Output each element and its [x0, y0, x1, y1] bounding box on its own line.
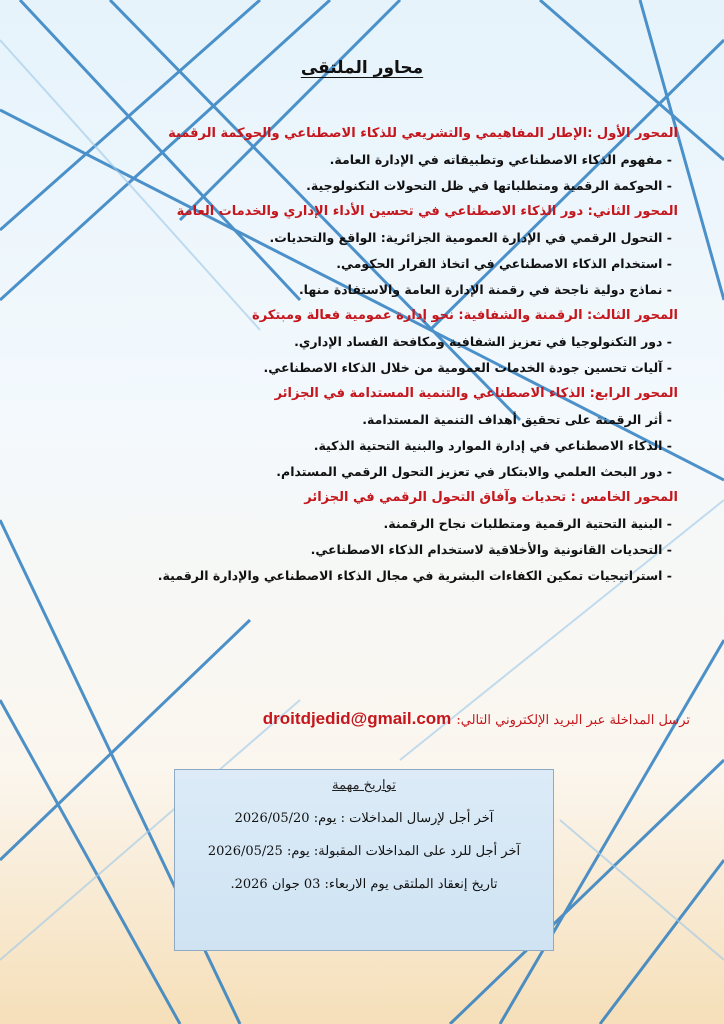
axis-title: المحور الثاني: دور الذكاء الاصطناعي في تحسين الأداء الإداري والخدمات العامة [176, 204, 678, 219]
axes-list [38, 124, 678, 592]
axis-4 [38, 384, 678, 481]
axis-item: - التحديات القانونية والأخلاقية لاستخدام الذكاء الاصطناعي. [310, 542, 672, 557]
dates-heading: تواريخ مهمة [332, 778, 396, 793]
submission-label: ترسل المداخلة عبر البريد الإلكتروني التالي: [456, 713, 690, 728]
date-row: آخر أجل للرد على المداخلات المقبولة: يوم: 2026/05/25 [207, 844, 521, 859]
submission-line [100, 709, 690, 729]
axis-item: - نماذج دولية ناجحة في رقمنة الإدارة العامة والاستفادة منها. [298, 282, 672, 297]
axis-item: - الذكاء الاصطناعي في إدارة الموارد والبنية التحتية الذكية. [313, 438, 672, 453]
date-row: آخر أجل لإرسال المداخلات : يوم: 2026/05/20 [234, 811, 494, 826]
axis-item: - أثر الرقمنة على تحقيق أهداف التنمية المستدامة. [362, 412, 672, 427]
axis-3 [38, 306, 678, 377]
axis-item: - دور التكنولوجيا في تعزيز الشفافية ومكافحة الفساد الإداري. [294, 334, 672, 349]
axis-item: - استخدام الذكاء الاصطناعي في اتخاذ القرار الحكومي. [336, 256, 672, 271]
axis-title: المحور الثالث: الرقمنة والشفافية: نحو إدارة عمومية فعالة ومبتكرة [252, 308, 678, 323]
axis-item: - استراتيجيات تمكين الكفاءات البشرية في مجال الذكاء الاصطناعي والإدارة الرقمية. [157, 568, 672, 583]
axis-item: - دور البحث العلمي والابتكار في تعزيز التحول الرقمي المستدام. [276, 464, 672, 479]
axis-item: - مفهوم الذكاء الاصطناعي وتطبيقاته في الإدارة العامة. [329, 152, 672, 167]
axis-2 [38, 202, 678, 299]
axis-title: المحور الخامس : تحديات وآفاق التحول الرقمي في الجزائر [304, 490, 678, 505]
date-row: تاريخ إنعقاد الملتقى يوم الاربعاء: 03 جوان 2026. [230, 877, 498, 892]
axis-item: - البنية التحتية الرقمية ومتطلبات نجاح الرقمنة. [383, 516, 672, 531]
axis-item: - الحوكمة الرقمية ومتطلباتها في ظل التحولات التكنولوجية. [306, 178, 672, 193]
email-link[interactable]: droitdjedid@gmail.com [262, 709, 452, 728]
axis-5 [38, 488, 678, 585]
important-dates-box [174, 769, 554, 951]
axis-item: - آليات تحسين جودة الخدمات العمومية من خلال الذكاء الاصطناعي. [263, 360, 672, 375]
page-title: محاور الملتقى [300, 58, 424, 78]
axis-title: المحور الرابع: الذكاء الاصطناعي والتنمية المستدامة في الجزائر [274, 386, 678, 401]
axis-title: المحور الأول :الإطار المفاهيمي والتشريعي للذكاء الاصطناعي والحوكمة الرقمية [168, 126, 678, 141]
axis-1 [38, 124, 678, 195]
axis-item: - التحول الرقمي في الإدارة العمومية الجزائرية: الواقع والتحديات. [269, 230, 672, 245]
